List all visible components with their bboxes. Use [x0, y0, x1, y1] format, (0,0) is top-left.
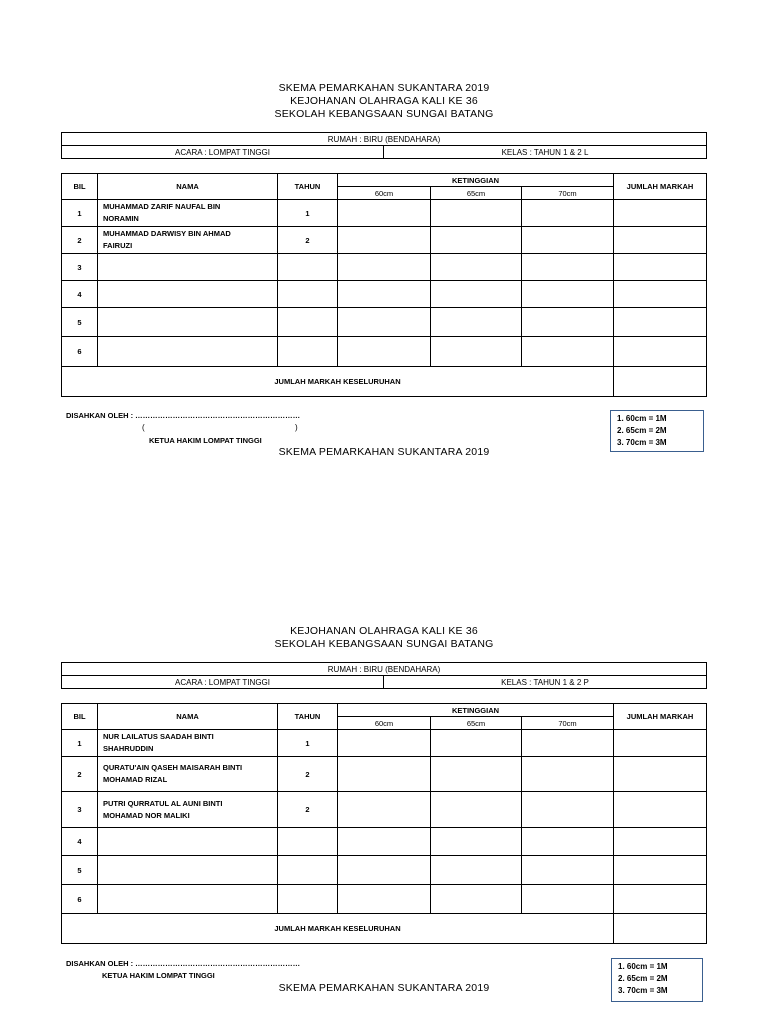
row-nama: NUR LAILATUS SAADAH BINTI SHAHRUDDIN — [98, 730, 278, 757]
heading-line: KEJOHANAN OLAHRAGA KALI KE 36 — [290, 95, 478, 107]
header-nama: NAMA — [98, 174, 278, 200]
legend-item: 1. 60cm = 1M — [618, 962, 668, 971]
row-bil: 6 — [62, 337, 98, 367]
header-bil: BIL — [62, 704, 98, 730]
row-bil: 4 — [62, 281, 98, 308]
row-tahun — [278, 254, 338, 281]
cell-70cm[interactable] — [522, 200, 614, 227]
cell-60cm[interactable] — [338, 337, 431, 367]
row-tahun — [278, 308, 338, 337]
row-bil: 3 — [62, 792, 98, 828]
row-tahun — [278, 337, 338, 367]
row-bil: 2 — [62, 757, 98, 792]
row-nama — [98, 308, 278, 337]
row-bil: 2 — [62, 227, 98, 254]
table-row — [62, 828, 707, 856]
cell-70cm[interactable] — [522, 757, 614, 792]
table-row — [62, 856, 707, 885]
cell-total[interactable] — [614, 914, 707, 944]
header-70cm: 70cm — [522, 717, 614, 730]
cell-70cm[interactable] — [522, 337, 614, 367]
header-jumlah: JUMLAH MARKAH — [614, 704, 707, 730]
cell-60cm[interactable] — [338, 308, 431, 337]
legend-item: 2. 65cm = 2M — [617, 426, 667, 435]
cell-jumlah[interactable] — [614, 885, 707, 914]
cell-70cm[interactable] — [522, 254, 614, 281]
kelas-label: KELAS : TAHUN 1 & 2 L — [384, 146, 707, 159]
cell-60cm[interactable] — [338, 828, 431, 856]
row-bil: 6 — [62, 885, 98, 914]
legend-item: 1. 60cm = 1M — [617, 414, 667, 423]
total-label: JUMLAH MARKAH KESELURUHAN — [62, 914, 614, 944]
cell-jumlah[interactable] — [614, 730, 707, 757]
cell-70cm[interactable] — [522, 308, 614, 337]
cell-70cm[interactable] — [522, 828, 614, 856]
cell-65cm[interactable] — [431, 792, 522, 828]
cell-65cm[interactable] — [431, 227, 522, 254]
section2-heading — [0, 625, 768, 651]
row-tahun — [278, 856, 338, 885]
header-60cm: 60cm — [338, 187, 431, 200]
table-row — [62, 200, 707, 227]
cell-jumlah[interactable] — [614, 281, 707, 308]
heading-line: SEKOLAH KEBANGSAAN SUNGAI BATANG — [274, 638, 494, 650]
cell-jumlah[interactable] — [614, 757, 707, 792]
row-nama — [98, 885, 278, 914]
footer-title: SKEMA PEMARKAHAN SUKANTARA 2019 — [278, 982, 490, 994]
table-row — [62, 757, 707, 792]
row-nama — [98, 281, 278, 308]
points-legend — [611, 958, 703, 1002]
row-tahun — [278, 281, 338, 308]
cell-65cm[interactable] — [431, 281, 522, 308]
header-60cm: 60cm — [338, 717, 431, 730]
cell-60cm[interactable] — [338, 254, 431, 281]
cell-65cm[interactable] — [431, 828, 522, 856]
table-row — [62, 227, 707, 254]
points-legend — [610, 410, 704, 452]
cell-jumlah[interactable] — [614, 254, 707, 281]
section1-heading — [0, 82, 768, 121]
acara-label: ACARA : LOMPAT TINGGI — [62, 676, 384, 689]
row-nama: QURATU'AIN QASEH MAISARAH BINTI MOHAMAD RIZAL — [98, 757, 278, 792]
legend-item: 3. 70cm = 3M — [618, 986, 668, 995]
cell-65cm[interactable] — [431, 730, 522, 757]
row-bil: 4 — [62, 828, 98, 856]
cell-60cm[interactable] — [338, 730, 431, 757]
row-tahun — [278, 885, 338, 914]
table-row — [62, 281, 707, 308]
judge-label: KETUA HAKIM LOMPAT TINGGI — [149, 436, 262, 445]
header-ketinggian: KETINGGIAN — [338, 704, 614, 717]
cell-jumlah[interactable] — [614, 200, 707, 227]
cell-65cm[interactable] — [431, 757, 522, 792]
header-tahun: TAHUN — [278, 704, 338, 730]
cell-70cm[interactable] — [522, 227, 614, 254]
cell-jumlah[interactable] — [614, 828, 707, 856]
row-bil: 5 — [62, 856, 98, 885]
approve-line: DISAHKAN OLEH : ………………………………………………………… — [66, 411, 301, 420]
row-tahun — [278, 828, 338, 856]
table-row — [62, 254, 707, 281]
row-tahun: 1 — [278, 200, 338, 227]
cell-60cm[interactable] — [338, 885, 431, 914]
header-jumlah: JUMLAH MARKAH — [614, 174, 707, 200]
row-tahun: 2 — [278, 757, 338, 792]
section2-info-table — [61, 662, 707, 689]
header-nama: NAMA — [98, 704, 278, 730]
cell-60cm[interactable] — [338, 200, 431, 227]
row-nama — [98, 254, 278, 281]
cell-65cm[interactable] — [431, 885, 522, 914]
cell-65cm[interactable] — [431, 200, 522, 227]
row-nama — [98, 828, 278, 856]
cell-60cm[interactable] — [338, 281, 431, 308]
cell-70cm[interactable] — [522, 281, 614, 308]
cell-70cm[interactable] — [522, 885, 614, 914]
heading-line: SEKOLAH KEBANGSAAN SUNGAI BATANG — [274, 108, 494, 120]
row-nama: MUHAMMAD DARWISY BIN AHMAD FAIRUZI — [98, 227, 278, 254]
legend-item: 2. 65cm = 2M — [618, 974, 668, 983]
paren-close: ) — [295, 423, 298, 432]
cell-60cm[interactable] — [338, 856, 431, 885]
row-bil: 3 — [62, 254, 98, 281]
cell-70cm[interactable] — [522, 792, 614, 828]
header-ketinggian: KETINGGIAN — [338, 174, 614, 187]
rumah-label: RUMAH : BIRU (BENDAHARA) — [62, 133, 707, 146]
row-nama: PUTRI QURRATUL AL AUNI BINTI MOHAMAD NOR MALIKI — [98, 792, 278, 828]
row-nama — [98, 856, 278, 885]
cell-jumlah[interactable] — [614, 337, 707, 367]
cell-60cm[interactable] — [338, 757, 431, 792]
cell-60cm[interactable] — [338, 227, 431, 254]
cell-70cm[interactable] — [522, 856, 614, 885]
cell-jumlah[interactable] — [614, 792, 707, 828]
judge-label: KETUA HAKIM LOMPAT TINGGI — [102, 971, 215, 980]
cell-jumlah[interactable] — [614, 308, 707, 337]
heading-line: SKEMA PEMARKAHAN SUKANTARA 2019 — [278, 82, 490, 94]
cell-total[interactable] — [614, 367, 707, 397]
cell-60cm[interactable] — [338, 792, 431, 828]
kelas-label: KELAS : TAHUN 1 & 2 P — [384, 676, 707, 689]
section2-score-table — [61, 703, 707, 944]
row-nama — [98, 337, 278, 367]
table-row — [62, 308, 707, 337]
row-tahun: 2 — [278, 792, 338, 828]
header-65cm: 65cm — [431, 717, 522, 730]
cell-65cm[interactable] — [431, 254, 522, 281]
table-row — [62, 337, 707, 367]
table-row — [62, 730, 707, 757]
footer-title: SKEMA PEMARKAHAN SUKANTARA 2019 — [278, 446, 490, 458]
section1-info-table — [61, 132, 707, 159]
acara-label: ACARA : LOMPAT TINGGI — [62, 146, 384, 159]
row-tahun: 2 — [278, 227, 338, 254]
legend-item: 3. 70cm = 3M — [617, 438, 667, 447]
table-row — [62, 885, 707, 914]
row-bil: 5 — [62, 308, 98, 337]
total-row — [62, 367, 707, 397]
header-bil: BIL — [62, 174, 98, 200]
row-bil: 1 — [62, 200, 98, 227]
rumah-label: RUMAH : BIRU (BENDAHARA) — [62, 663, 707, 676]
header-tahun: TAHUN — [278, 174, 338, 200]
approve-line: DISAHKAN OLEH : ………………………………………………………… — [66, 959, 301, 968]
total-label: JUMLAH MARKAH KESELURUHAN — [62, 367, 614, 397]
paren-open: ( — [142, 423, 145, 432]
row-nama: MUHAMMAD ZARIF NAUFAL BIN NORAMIN — [98, 200, 278, 227]
header-65cm: 65cm — [431, 187, 522, 200]
cell-jumlah[interactable] — [614, 856, 707, 885]
cell-65cm[interactable] — [431, 337, 522, 367]
cell-65cm[interactable] — [431, 308, 522, 337]
cell-jumlah[interactable] — [614, 227, 707, 254]
header-70cm: 70cm — [522, 187, 614, 200]
row-tahun: 1 — [278, 730, 338, 757]
heading-line: KEJOHANAN OLAHRAGA KALI KE 36 — [290, 625, 478, 637]
cell-65cm[interactable] — [431, 856, 522, 885]
total-row — [62, 914, 707, 944]
table-row — [62, 792, 707, 828]
section1-score-table — [61, 173, 707, 397]
row-bil: 1 — [62, 730, 98, 757]
cell-70cm[interactable] — [522, 730, 614, 757]
